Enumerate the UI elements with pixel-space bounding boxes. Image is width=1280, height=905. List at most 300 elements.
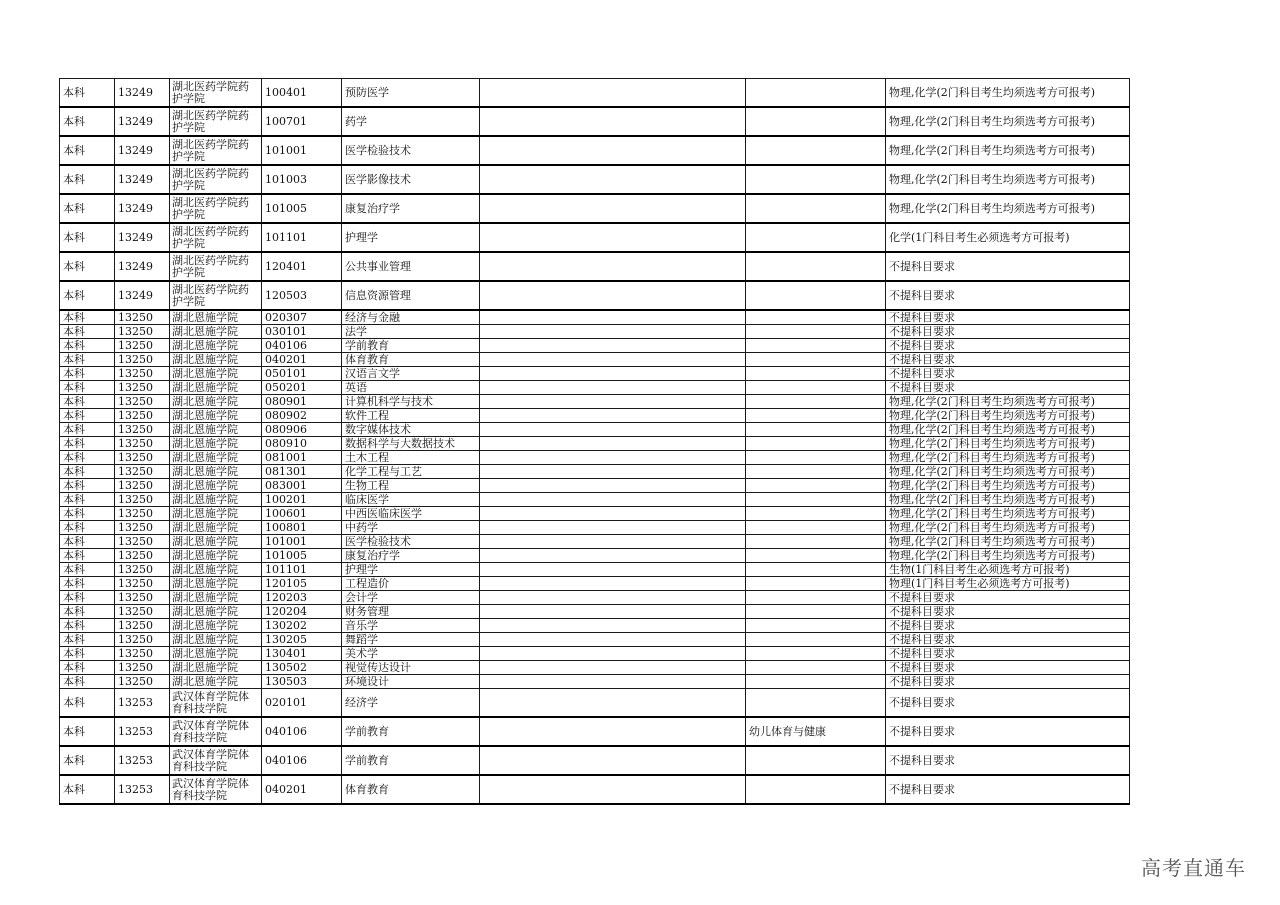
direction-cell bbox=[746, 605, 886, 619]
level-cell: 本科 bbox=[60, 549, 115, 563]
major-code-cell: 030101 bbox=[262, 325, 342, 339]
table-row bbox=[60, 437, 1130, 451]
requirement-cell: 生物(1门科目考生必须选考方可报考) bbox=[886, 563, 1130, 577]
remark-cell bbox=[480, 451, 746, 465]
level-cell: 本科 bbox=[60, 535, 115, 549]
requirement-cell: 不提科目要求 bbox=[886, 281, 1130, 310]
requirement-cell: 不提科目要求 bbox=[886, 325, 1130, 339]
level-cell: 本科 bbox=[60, 194, 115, 223]
remark-cell bbox=[480, 591, 746, 605]
school-name-cell: 湖北恩施学院 bbox=[170, 549, 262, 563]
school-code-cell: 13253 bbox=[115, 746, 170, 775]
requirement-cell: 物理,化学(2门科目考生均须选考方可报考) bbox=[886, 194, 1130, 223]
school-code-cell: 13250 bbox=[115, 549, 170, 563]
major-code-cell: 130401 bbox=[262, 647, 342, 661]
school-name-cell: 湖北恩施学院 bbox=[170, 451, 262, 465]
requirement-cell: 不提科目要求 bbox=[886, 310, 1130, 325]
level-cell: 本科 bbox=[60, 136, 115, 165]
major-name-cell: 信息资源管理 bbox=[342, 281, 480, 310]
table-row bbox=[60, 647, 1130, 661]
school-name-cell: 湖北恩施学院 bbox=[170, 423, 262, 437]
school-code-cell: 13250 bbox=[115, 647, 170, 661]
table-row bbox=[60, 423, 1130, 437]
major-name-cell: 学前教育 bbox=[342, 746, 480, 775]
school-name-cell: 湖北恩施学院 bbox=[170, 591, 262, 605]
remark-cell bbox=[480, 409, 746, 423]
school-code-cell: 13249 bbox=[115, 136, 170, 165]
table-row bbox=[60, 367, 1130, 381]
school-code-cell: 13250 bbox=[115, 381, 170, 395]
major-name-cell: 护理学 bbox=[342, 223, 480, 252]
requirement-cell: 不提科目要求 bbox=[886, 689, 1130, 718]
requirement-cell: 物理,化学(2门科目考生均须选考方可报考) bbox=[886, 423, 1130, 437]
major-code-cell: 083001 bbox=[262, 479, 342, 493]
major-code-cell: 100601 bbox=[262, 507, 342, 521]
direction-cell bbox=[746, 689, 886, 718]
level-cell: 本科 bbox=[60, 339, 115, 353]
school-code-cell: 13250 bbox=[115, 437, 170, 451]
school-code-cell: 13250 bbox=[115, 339, 170, 353]
remark-cell bbox=[480, 535, 746, 549]
school-name-cell: 湖北医药学院药护学院 bbox=[170, 107, 262, 136]
table-row bbox=[60, 521, 1130, 535]
table-row bbox=[60, 310, 1130, 325]
school-name-cell: 湖北恩施学院 bbox=[170, 409, 262, 423]
school-name-cell: 湖北医药学院药护学院 bbox=[170, 136, 262, 165]
level-cell: 本科 bbox=[60, 252, 115, 281]
school-code-cell: 13249 bbox=[115, 165, 170, 194]
remark-cell bbox=[480, 689, 746, 718]
major-code-cell: 040201 bbox=[262, 775, 342, 804]
remark-cell bbox=[480, 746, 746, 775]
table-row bbox=[60, 409, 1130, 423]
table-row bbox=[60, 619, 1130, 633]
major-name-cell: 康复治疗学 bbox=[342, 549, 480, 563]
school-name-cell: 湖北恩施学院 bbox=[170, 381, 262, 395]
major-name-cell: 数字媒体技术 bbox=[342, 423, 480, 437]
remark-cell bbox=[480, 381, 746, 395]
table-row bbox=[60, 689, 1130, 718]
major-name-cell: 预防医学 bbox=[342, 79, 480, 108]
direction-cell bbox=[746, 367, 886, 381]
direction-cell bbox=[746, 423, 886, 437]
direction-cell bbox=[746, 79, 886, 108]
school-code-cell: 13249 bbox=[115, 281, 170, 310]
table-row bbox=[60, 451, 1130, 465]
table-row bbox=[60, 563, 1130, 577]
school-code-cell: 13250 bbox=[115, 310, 170, 325]
direction-cell bbox=[746, 339, 886, 353]
school-code-cell: 13250 bbox=[115, 507, 170, 521]
major-name-cell: 视觉传达设计 bbox=[342, 661, 480, 675]
school-code-cell: 13250 bbox=[115, 353, 170, 367]
table-row bbox=[60, 107, 1130, 136]
direction-cell bbox=[746, 353, 886, 367]
table-row bbox=[60, 549, 1130, 563]
table-row bbox=[60, 675, 1130, 689]
school-name-cell: 湖北恩施学院 bbox=[170, 535, 262, 549]
major-name-cell: 康复治疗学 bbox=[342, 194, 480, 223]
direction-cell bbox=[746, 746, 886, 775]
direction-cell bbox=[746, 591, 886, 605]
requirement-cell: 不提科目要求 bbox=[886, 353, 1130, 367]
major-name-cell: 体育教育 bbox=[342, 775, 480, 804]
school-code-cell: 13250 bbox=[115, 493, 170, 507]
level-cell: 本科 bbox=[60, 521, 115, 535]
major-code-cell: 100401 bbox=[262, 79, 342, 108]
major-code-cell: 080906 bbox=[262, 423, 342, 437]
school-code-cell: 13250 bbox=[115, 521, 170, 535]
major-name-cell: 美术学 bbox=[342, 647, 480, 661]
major-code-cell: 101001 bbox=[262, 136, 342, 165]
remark-cell bbox=[480, 310, 746, 325]
major-code-cell: 080902 bbox=[262, 409, 342, 423]
table-row bbox=[60, 479, 1130, 493]
remark-cell bbox=[480, 395, 746, 409]
school-code-cell: 13250 bbox=[115, 325, 170, 339]
table-row bbox=[60, 281, 1130, 310]
requirement-cell: 物理,化学(2门科目考生均须选考方可报考) bbox=[886, 395, 1130, 409]
direction-cell bbox=[746, 194, 886, 223]
remark-cell bbox=[480, 339, 746, 353]
school-code-cell: 13250 bbox=[115, 423, 170, 437]
level-cell: 本科 bbox=[60, 353, 115, 367]
direction-cell bbox=[746, 223, 886, 252]
requirement-cell: 不提科目要求 bbox=[886, 775, 1130, 804]
level-cell: 本科 bbox=[60, 281, 115, 310]
table-row bbox=[60, 775, 1130, 804]
major-name-cell: 软件工程 bbox=[342, 409, 480, 423]
requirement-cell: 物理(1门科目考生必须选考方可报考) bbox=[886, 577, 1130, 591]
requirement-cell: 不提科目要求 bbox=[886, 746, 1130, 775]
level-cell: 本科 bbox=[60, 465, 115, 479]
major-code-cell: 040106 bbox=[262, 339, 342, 353]
major-code-cell: 130503 bbox=[262, 675, 342, 689]
major-name-cell: 经济学 bbox=[342, 689, 480, 718]
remark-cell bbox=[480, 252, 746, 281]
remark-cell bbox=[480, 423, 746, 437]
remark-cell bbox=[480, 647, 746, 661]
level-cell: 本科 bbox=[60, 395, 115, 409]
direction-cell bbox=[746, 409, 886, 423]
remark-cell bbox=[480, 619, 746, 633]
remark-cell bbox=[480, 353, 746, 367]
school-code-cell: 13250 bbox=[115, 465, 170, 479]
requirement-cell: 物理,化学(2门科目考生均须选考方可报考) bbox=[886, 451, 1130, 465]
requirement-cell: 不提科目要求 bbox=[886, 591, 1130, 605]
level-cell: 本科 bbox=[60, 79, 115, 108]
remark-cell bbox=[480, 136, 746, 165]
level-cell: 本科 bbox=[60, 367, 115, 381]
school-name-cell: 湖北医药学院药护学院 bbox=[170, 79, 262, 108]
level-cell: 本科 bbox=[60, 493, 115, 507]
school-name-cell: 湖北恩施学院 bbox=[170, 507, 262, 521]
remark-cell bbox=[480, 367, 746, 381]
major-name-cell: 医学检验技术 bbox=[342, 535, 480, 549]
direction-cell bbox=[746, 507, 886, 521]
requirement-cell: 物理,化学(2门科目考生均须选考方可报考) bbox=[886, 409, 1130, 423]
level-cell: 本科 bbox=[60, 633, 115, 647]
requirement-cell: 不提科目要求 bbox=[886, 367, 1130, 381]
major-code-cell: 101101 bbox=[262, 563, 342, 577]
level-cell: 本科 bbox=[60, 717, 115, 746]
school-name-cell: 湖北恩施学院 bbox=[170, 479, 262, 493]
major-code-cell: 020307 bbox=[262, 310, 342, 325]
remark-cell bbox=[480, 775, 746, 804]
school-code-cell: 13250 bbox=[115, 479, 170, 493]
requirement-cell: 不提科目要求 bbox=[886, 252, 1130, 281]
direction-cell bbox=[746, 437, 886, 451]
school-code-cell: 13250 bbox=[115, 395, 170, 409]
school-name-cell: 湖北恩施学院 bbox=[170, 465, 262, 479]
school-name-cell: 湖北恩施学院 bbox=[170, 437, 262, 451]
table-row bbox=[60, 223, 1130, 252]
school-name-cell: 湖北恩施学院 bbox=[170, 563, 262, 577]
school-name-cell: 武汉体育学院体育科技学院 bbox=[170, 717, 262, 746]
school-name-cell: 湖北恩施学院 bbox=[170, 619, 262, 633]
major-name-cell: 环境设计 bbox=[342, 675, 480, 689]
direction-cell bbox=[746, 535, 886, 549]
remark-cell bbox=[480, 717, 746, 746]
level-cell: 本科 bbox=[60, 479, 115, 493]
level-cell: 本科 bbox=[60, 619, 115, 633]
school-name-cell: 湖北医药学院药护学院 bbox=[170, 252, 262, 281]
major-name-cell: 法学 bbox=[342, 325, 480, 339]
table-row bbox=[60, 591, 1130, 605]
major-code-cell: 120105 bbox=[262, 577, 342, 591]
major-code-cell: 100201 bbox=[262, 493, 342, 507]
remark-cell bbox=[480, 281, 746, 310]
direction-cell bbox=[746, 619, 886, 633]
major-code-cell: 101003 bbox=[262, 165, 342, 194]
major-name-cell: 经济与金融 bbox=[342, 310, 480, 325]
remark-cell bbox=[480, 107, 746, 136]
requirement-cell: 不提科目要求 bbox=[886, 633, 1130, 647]
school-name-cell: 湖北医药学院药护学院 bbox=[170, 281, 262, 310]
requirement-cell: 物理,化学(2门科目考生均须选考方可报考) bbox=[886, 136, 1130, 165]
school-name-cell: 湖北恩施学院 bbox=[170, 605, 262, 619]
direction-cell bbox=[746, 107, 886, 136]
major-name-cell: 生物工程 bbox=[342, 479, 480, 493]
level-cell: 本科 bbox=[60, 689, 115, 718]
major-code-cell: 080901 bbox=[262, 395, 342, 409]
school-code-cell: 13249 bbox=[115, 107, 170, 136]
school-code-cell: 13250 bbox=[115, 577, 170, 591]
direction-cell bbox=[746, 136, 886, 165]
major-code-cell: 100701 bbox=[262, 107, 342, 136]
school-name-cell: 湖北恩施学院 bbox=[170, 661, 262, 675]
requirement-cell: 物理,化学(2门科目考生均须选考方可报考) bbox=[886, 507, 1130, 521]
direction-cell bbox=[746, 479, 886, 493]
direction-cell bbox=[746, 549, 886, 563]
major-name-cell: 中药学 bbox=[342, 521, 480, 535]
school-name-cell: 湖北恩施学院 bbox=[170, 521, 262, 535]
table-row bbox=[60, 194, 1130, 223]
school-name-cell: 湖北恩施学院 bbox=[170, 310, 262, 325]
school-code-cell: 13250 bbox=[115, 661, 170, 675]
table-row bbox=[60, 535, 1130, 549]
school-code-cell: 13250 bbox=[115, 619, 170, 633]
school-name-cell: 湖北恩施学院 bbox=[170, 325, 262, 339]
major-code-cell: 050101 bbox=[262, 367, 342, 381]
table-row bbox=[60, 353, 1130, 367]
school-code-cell: 13249 bbox=[115, 194, 170, 223]
level-cell: 本科 bbox=[60, 381, 115, 395]
table-row bbox=[60, 717, 1130, 746]
school-code-cell: 13250 bbox=[115, 535, 170, 549]
school-code-cell: 13250 bbox=[115, 633, 170, 647]
remark-cell bbox=[480, 79, 746, 108]
remark-cell bbox=[480, 675, 746, 689]
school-code-cell: 13250 bbox=[115, 409, 170, 423]
direction-cell: 幼儿体育与健康 bbox=[746, 717, 886, 746]
remark-cell bbox=[480, 549, 746, 563]
major-name-cell: 数据科学与大数据技术 bbox=[342, 437, 480, 451]
requirement-cell: 不提科目要求 bbox=[886, 661, 1130, 675]
major-code-cell: 101005 bbox=[262, 549, 342, 563]
major-name-cell: 英语 bbox=[342, 381, 480, 395]
remark-cell bbox=[480, 661, 746, 675]
major-name-cell: 工程造价 bbox=[342, 577, 480, 591]
major-name-cell: 公共事业管理 bbox=[342, 252, 480, 281]
requirement-cell: 物理,化学(2门科目考生均须选考方可报考) bbox=[886, 107, 1130, 136]
requirement-cell: 不提科目要求 bbox=[886, 675, 1130, 689]
level-cell: 本科 bbox=[60, 451, 115, 465]
school-code-cell: 13250 bbox=[115, 367, 170, 381]
direction-cell bbox=[746, 493, 886, 507]
level-cell: 本科 bbox=[60, 507, 115, 521]
requirement-cell: 物理,化学(2门科目考生均须选考方可报考) bbox=[886, 165, 1130, 194]
requirement-cell: 不提科目要求 bbox=[886, 605, 1130, 619]
remark-cell bbox=[480, 507, 746, 521]
school-code-cell: 13250 bbox=[115, 675, 170, 689]
major-code-cell: 100801 bbox=[262, 521, 342, 535]
remark-cell bbox=[480, 563, 746, 577]
table-row bbox=[60, 381, 1130, 395]
table-row bbox=[60, 633, 1130, 647]
major-name-cell: 财务管理 bbox=[342, 605, 480, 619]
major-name-cell: 体育教育 bbox=[342, 353, 480, 367]
school-code-cell: 13249 bbox=[115, 223, 170, 252]
major-name-cell: 学前教育 bbox=[342, 339, 480, 353]
table-row bbox=[60, 661, 1130, 675]
requirement-cell: 不提科目要求 bbox=[886, 619, 1130, 633]
requirement-cell: 物理,化学(2门科目考生均须选考方可报考) bbox=[886, 493, 1130, 507]
direction-cell bbox=[746, 281, 886, 310]
school-name-cell: 湖北恩施学院 bbox=[170, 493, 262, 507]
table-row bbox=[60, 493, 1130, 507]
major-code-cell: 120203 bbox=[262, 591, 342, 605]
level-cell: 本科 bbox=[60, 577, 115, 591]
direction-cell bbox=[746, 451, 886, 465]
school-code-cell: 13250 bbox=[115, 605, 170, 619]
level-cell: 本科 bbox=[60, 165, 115, 194]
school-name-cell: 湖北医药学院药护学院 bbox=[170, 223, 262, 252]
watermark-text: 高考直通车 bbox=[1141, 856, 1246, 880]
level-cell: 本科 bbox=[60, 605, 115, 619]
level-cell: 本科 bbox=[60, 423, 115, 437]
table-body bbox=[60, 79, 1130, 805]
major-code-cell: 040106 bbox=[262, 746, 342, 775]
direction-cell bbox=[746, 165, 886, 194]
table-row bbox=[60, 605, 1130, 619]
major-code-cell: 101001 bbox=[262, 535, 342, 549]
major-name-cell: 会计学 bbox=[342, 591, 480, 605]
remark-cell bbox=[480, 325, 746, 339]
major-code-cell: 130502 bbox=[262, 661, 342, 675]
direction-cell bbox=[746, 675, 886, 689]
direction-cell bbox=[746, 775, 886, 804]
school-name-cell: 武汉体育学院体育科技学院 bbox=[170, 775, 262, 804]
requirement-cell: 物理,化学(2门科目考生均须选考方可报考) bbox=[886, 437, 1130, 451]
table-row bbox=[60, 507, 1130, 521]
major-name-cell: 临床医学 bbox=[342, 493, 480, 507]
school-name-cell: 湖北恩施学院 bbox=[170, 367, 262, 381]
level-cell: 本科 bbox=[60, 107, 115, 136]
table-row bbox=[60, 165, 1130, 194]
remark-cell bbox=[480, 493, 746, 507]
level-cell: 本科 bbox=[60, 661, 115, 675]
major-code-cell: 130202 bbox=[262, 619, 342, 633]
major-name-cell: 土木工程 bbox=[342, 451, 480, 465]
requirement-cell: 物理,化学(2门科目考生均须选考方可报考) bbox=[886, 79, 1130, 108]
major-code-cell: 120401 bbox=[262, 252, 342, 281]
remark-cell bbox=[480, 194, 746, 223]
table-row bbox=[60, 465, 1130, 479]
major-code-cell: 101005 bbox=[262, 194, 342, 223]
school-code-cell: 13249 bbox=[115, 252, 170, 281]
remark-cell bbox=[480, 223, 746, 252]
major-name-cell: 汉语言文学 bbox=[342, 367, 480, 381]
direction-cell bbox=[746, 381, 886, 395]
school-name-cell: 武汉体育学院体育科技学院 bbox=[170, 689, 262, 718]
major-name-cell: 医学检验技术 bbox=[342, 136, 480, 165]
major-name-cell: 计算机科学与技术 bbox=[342, 395, 480, 409]
requirement-cell: 物理,化学(2门科目考生均须选考方可报考) bbox=[886, 465, 1130, 479]
level-cell: 本科 bbox=[60, 746, 115, 775]
requirement-cell: 物理,化学(2门科目考生均须选考方可报考) bbox=[886, 535, 1130, 549]
table-row bbox=[60, 746, 1130, 775]
school-name-cell: 湖北恩施学院 bbox=[170, 339, 262, 353]
requirement-cell: 不提科目要求 bbox=[886, 381, 1130, 395]
table-row bbox=[60, 339, 1130, 353]
remark-cell bbox=[480, 165, 746, 194]
direction-cell bbox=[746, 521, 886, 535]
table-row bbox=[60, 577, 1130, 591]
school-code-cell: 13249 bbox=[115, 79, 170, 108]
school-code-cell: 13250 bbox=[115, 563, 170, 577]
major-code-cell: 081301 bbox=[262, 465, 342, 479]
remark-cell bbox=[480, 521, 746, 535]
level-cell: 本科 bbox=[60, 647, 115, 661]
major-name-cell: 学前教育 bbox=[342, 717, 480, 746]
direction-cell bbox=[746, 563, 886, 577]
direction-cell bbox=[746, 465, 886, 479]
table-row bbox=[60, 252, 1130, 281]
major-code-cell: 040201 bbox=[262, 353, 342, 367]
major-code-cell: 050201 bbox=[262, 381, 342, 395]
school-name-cell: 武汉体育学院体育科技学院 bbox=[170, 746, 262, 775]
table-row bbox=[60, 136, 1130, 165]
remark-cell bbox=[480, 479, 746, 493]
school-name-cell: 湖北恩施学院 bbox=[170, 577, 262, 591]
school-name-cell: 湖北恩施学院 bbox=[170, 675, 262, 689]
direction-cell bbox=[746, 633, 886, 647]
school-code-cell: 13253 bbox=[115, 775, 170, 804]
table-row bbox=[60, 395, 1130, 409]
level-cell: 本科 bbox=[60, 563, 115, 577]
direction-cell bbox=[746, 310, 886, 325]
